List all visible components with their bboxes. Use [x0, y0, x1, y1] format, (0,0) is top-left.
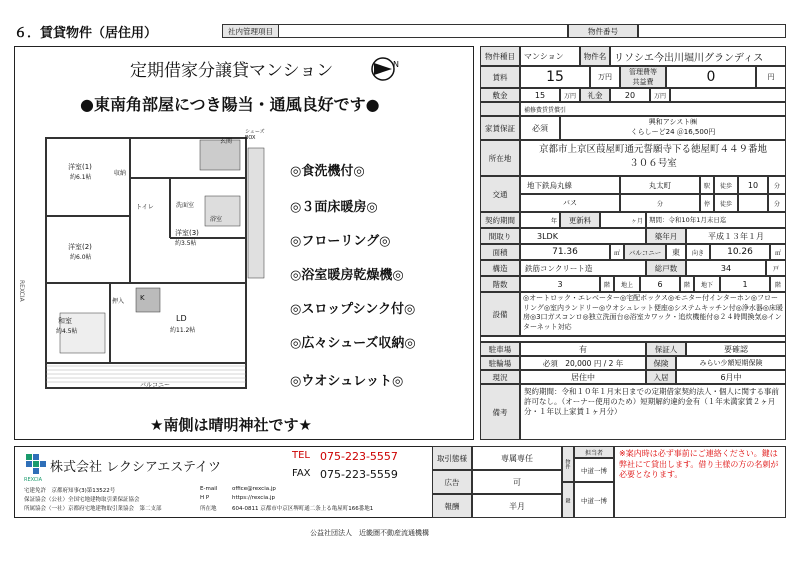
deposit-unit: 万円 — [560, 88, 580, 102]
room-label: 和室 — [58, 317, 72, 325]
floor-value: 3 — [520, 276, 600, 292]
rexcia-watermark: REXCIA — [18, 280, 25, 302]
layout-value: 3LDK — [520, 228, 646, 244]
company-logo-text: REXCIA — [24, 477, 43, 483]
room-label: 玄関 — [220, 138, 233, 145]
insurance-label: 家賃保証 — [480, 116, 520, 140]
built-label: 築年月 — [646, 228, 686, 244]
ad-headline: 定期借家分譲貸マンション — [130, 61, 334, 81]
renewal-label — [480, 102, 520, 116]
company-logo-icon — [26, 454, 46, 476]
insurance2-label: 保険 — [646, 356, 676, 370]
prop-no-value — [638, 24, 786, 38]
status-label: 現況 — [480, 370, 520, 384]
structure-value: 鉄筋コンクリート造 — [520, 260, 646, 276]
walk-unit: 分 — [768, 176, 786, 194]
parking-value: 有 — [520, 342, 646, 356]
feature-item: ◎スロップシンク付◎ — [290, 302, 416, 317]
room-label: トイレ — [136, 204, 154, 211]
area-value: 71.36 — [520, 244, 610, 260]
walk-label: 徒歩 — [714, 176, 738, 194]
parking-label: 駐車場 — [480, 342, 520, 356]
mgmt-label-1: 管理費等 — [629, 68, 657, 76]
walk-value: 10 — [738, 176, 768, 194]
contract-update: 更新料 — [560, 212, 600, 228]
structure-label: 構造 — [480, 260, 520, 276]
room-label: 洋室(3) — [175, 229, 199, 237]
movein-label: 入居 — [646, 370, 676, 384]
tel-label: TEL — [292, 450, 310, 461]
fee-label: 報酬 — [432, 494, 472, 518]
status-value: 居住中 — [520, 370, 646, 384]
key-value: 20 — [610, 88, 650, 102]
feature-item: ◎フローリング◎ — [290, 234, 391, 249]
compass-label: N — [393, 60, 399, 69]
room-label: 収納 — [114, 170, 127, 177]
bus-label: バス — [520, 194, 620, 212]
key-unit: 万円 — [650, 88, 670, 102]
license-3: 所属協会（一社）京都府宅地建物取引業協会 第二支部 — [24, 506, 162, 512]
guarantor-value: 要確認 — [686, 342, 786, 356]
room-label: シューズBOX — [245, 129, 265, 141]
insurance-detail — [560, 116, 786, 140]
units-unit: 戸 — [766, 260, 786, 276]
notice: ※案内時は必ず事前にご連絡ください。鍵は弊社にて貸出します。借り主様の方の名刺が必要となります。 — [614, 446, 786, 518]
addr-label: 所在地 — [200, 506, 217, 512]
feature-item: ◎浴室暖房乾燥機◎ — [290, 268, 404, 283]
mgmt-label-2: 共益費 — [632, 78, 654, 86]
stop-label: 停 — [700, 194, 714, 212]
prop-no-label: 物件番号 — [568, 24, 638, 38]
mgmt-value: 0 — [666, 66, 756, 88]
deposit-extra — [670, 88, 786, 102]
bus-unit: 分 — [620, 194, 700, 212]
area-label: 面積 — [480, 244, 520, 260]
room-label: K — [140, 294, 145, 302]
fee-value: 半月 — [472, 494, 562, 518]
ad-sub-headline: ●東南角部屋につき陽当・通風良好です● — [80, 95, 380, 114]
floor-above: 地上 — [614, 276, 640, 292]
address-line2: ３０６号室 — [629, 158, 677, 169]
remarks-label: 備考 — [480, 384, 520, 440]
name-label: 物件名 — [580, 46, 610, 66]
deal-label: 取引態様 — [432, 446, 472, 470]
staff-label: 担当者 — [574, 446, 614, 458]
floors-total: 6 — [640, 276, 680, 292]
area-unit: ㎡ — [610, 244, 624, 260]
feature-item: ◎３面床暖房◎ — [290, 200, 378, 215]
contract-label: 契約期間 — [480, 212, 520, 228]
room-label: 洋室(1) — [68, 163, 92, 171]
staff-1: 中道一博 — [574, 458, 614, 482]
feature-item: ◎食洗機付◎ — [290, 164, 365, 179]
type-value: マンション — [520, 46, 580, 66]
equip-label: 設備 — [480, 292, 520, 336]
insurance-note: くらしーど24 ＠16,500円 — [630, 128, 716, 136]
units-label: 総戸数 — [646, 260, 686, 276]
remarks-value: 契約期間：令和１０年１月末日までの定期借家契約法人・個人に関する事前許可なし。（オーナー使用のため）短期解約違約金有（１年未満家賃２ヶ月分・１年以上家賃１ヶ月分） — [520, 384, 786, 440]
room-label: 約6.0帖 — [70, 254, 92, 261]
deposit-label: 敷金 — [480, 88, 520, 102]
floor-under: 地下 — [694, 276, 720, 292]
insurance-company: 興和アシスト㈱ — [648, 118, 698, 126]
guarantor-label: 保証人 — [646, 342, 686, 356]
movein-value: 6月中 — [676, 370, 786, 384]
deposit-value: 15 — [520, 88, 560, 102]
mini-label-2: 鍵 — [562, 482, 574, 518]
deal-value: 専属専任 — [472, 446, 562, 470]
floorplan — [40, 118, 270, 398]
company-name: 株式会社 レクシアエステイツ — [50, 460, 222, 475]
bottom-note: ★南側は晴明神社です★ — [150, 416, 312, 434]
balcony-label: バルコニー — [624, 244, 666, 260]
mgmt-unit: 円 — [756, 66, 786, 88]
contract-note: 期間：令和10年1月末日迄 — [646, 212, 786, 228]
balcony-dir: 東 — [666, 244, 686, 260]
stop-walk-value — [738, 194, 768, 212]
room-label: 約3.5帖 — [175, 240, 197, 247]
bike-label: 駐輪場 — [480, 356, 520, 370]
room-label: 押入 — [112, 298, 125, 305]
transport-label: 交通 — [480, 176, 520, 212]
room-label: 洗面室 — [176, 202, 195, 209]
stop-walk-unit: 分 — [768, 194, 786, 212]
name-value: リソシエ今出川堀川グランディス — [610, 46, 786, 66]
email-value[interactable]: office@rexcia.jp — [232, 486, 276, 492]
room-label: LD — [176, 314, 187, 323]
station-label: 駅 — [700, 176, 714, 194]
ad-label: 広告 — [432, 470, 472, 494]
contract-years: 年 — [520, 212, 560, 228]
room-label: 約6.1帖 — [70, 174, 92, 181]
compass-icon — [370, 56, 400, 82]
room-label: 約4.5帖 — [56, 328, 78, 335]
fax-value: 075-223-5559 — [320, 468, 398, 481]
hp-label: H P — [200, 495, 210, 501]
room-label: バルコニー — [140, 382, 171, 389]
license-1: 宅建免許 京都府知事(3)第13522号 — [24, 488, 116, 494]
insurance2-value: みらい少額短期保険 — [676, 356, 786, 370]
addr-value: 604-0811 京都市中京区堺町通二条上る亀屋町166番地1 — [232, 506, 374, 512]
key-label: 礼金 — [580, 88, 610, 102]
rent-unit: 万円 — [590, 66, 620, 88]
room-label: 約11.2帖 — [170, 327, 196, 334]
balcony-dir-label: 向き — [686, 244, 710, 260]
ad-value: 可 — [472, 470, 562, 494]
section-title: ６．賃貸物件（居住用） — [14, 26, 158, 41]
room-label: 洋室(2) — [68, 243, 92, 251]
layout-label: 間取り — [480, 228, 520, 244]
rent-value: 15 — [520, 66, 590, 88]
units-value: 34 — [686, 260, 766, 276]
type-label: 物件種目 — [480, 46, 520, 66]
transport-station: 丸太町 — [620, 176, 700, 194]
mgmt-no-label: 社内管理項目 — [222, 24, 278, 38]
floors-under-unit: 階 — [770, 276, 786, 292]
mini-label-1: 物件 — [562, 446, 574, 482]
tel-value: 075-223-5557 — [320, 450, 398, 463]
hp-value[interactable]: https://rexcia.jp — [232, 495, 275, 501]
floor-label: 階数 — [480, 276, 520, 292]
mgmt-no-value — [278, 24, 568, 38]
insurance-value: 必須 — [520, 116, 560, 140]
bike-value: 必須 20,000 円 / 2 年 — [520, 356, 646, 370]
address-line1: 京都市上京区葭屋町通元誓願寺下る徳屋町４４９番地 — [538, 144, 767, 155]
transport-line: 地下鉄烏丸線 — [520, 176, 620, 194]
address-value — [520, 140, 786, 176]
address-label: 所在地 — [480, 140, 520, 176]
floor-unit: 階 — [600, 276, 614, 292]
balcony-unit: ㎡ — [770, 244, 786, 260]
room-label: 浴室 — [210, 216, 223, 223]
renewal-value: 補修費賃賃償引 — [520, 102, 786, 116]
email-label: E-mail — [200, 486, 218, 492]
fax-label: FAX — [292, 468, 311, 479]
balcony-area: 10.26 — [710, 244, 770, 260]
license-2: 保証協会（公社）全国宅地建物取引業保証協会 — [24, 497, 140, 503]
stop-walk-label: 徒歩 — [714, 194, 738, 212]
association: 公益社団法人 近畿圏不動産流通機構 — [310, 529, 429, 537]
feature-item: ◎ウオシュレット◎ — [290, 374, 404, 389]
mgmt-label — [620, 66, 666, 88]
built-value: 平成１３年１月 — [686, 228, 786, 244]
floors-total-unit: 階 — [680, 276, 694, 292]
contract-month: ヶ月 — [600, 212, 646, 228]
staff-2: 中道一博 — [574, 482, 614, 518]
floors-under-value: 1 — [720, 276, 770, 292]
rent-label: 賃料 — [480, 66, 520, 88]
equip-value: ◎オートロック・エレベーター◎宅配ボックス◎モニター付インターホン◎フローリング◎室内ランドリー◎ウオシュレット便座◎システムキッチン付◎浄水器◎床暖房◎3口ガスコンロ◎独立洗面台◎浴室カワック・追炊機能付◎２４時間換気◎インターネット対応 — [520, 292, 786, 336]
feature-item: ◎広々シューズ収納◎ — [290, 336, 416, 351]
